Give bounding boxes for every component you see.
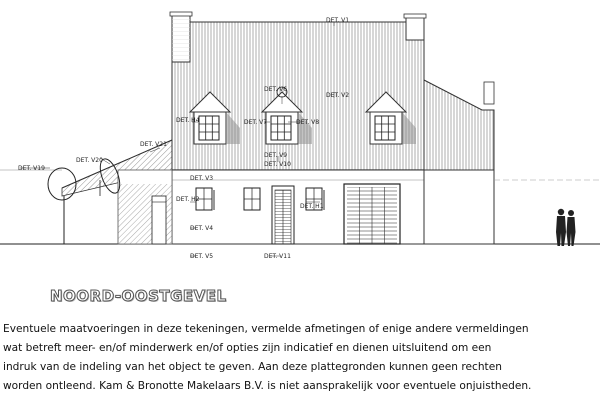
disclaimer-line-3: indruk van de indeling van het object te geven. Aan deze plattegronden kunnen geen rechten	[3, 361, 502, 373]
carport	[0, 140, 172, 244]
chimney-right	[404, 14, 426, 40]
label-det-v19: DET. V19	[18, 165, 45, 172]
label-det-v3: DET. V3	[190, 175, 214, 182]
label-det-v4: DET. V4	[190, 225, 214, 232]
label-det-v6: DET. V6	[264, 86, 288, 93]
label-det-v2: DET. V2	[326, 92, 350, 99]
label-det-h4	[176, 117, 200, 124]
label-det-v10: DET. V10	[264, 161, 291, 168]
label-det-v21: DET. V21	[140, 141, 167, 148]
label-det-h2: DET. H2	[176, 196, 200, 203]
chimney-left	[170, 12, 192, 62]
label-det-v1: DET. V1	[326, 17, 350, 24]
disclaimer-line-2: wat betreft meer- en/of minderwerk en/of opties zijn indicatief en dienen uitsluitend om een	[3, 342, 492, 354]
label-det-v11: DET. V11	[264, 253, 291, 260]
label-det-v20: DET. V20	[76, 157, 103, 164]
label-det-v8: DET. V8	[296, 119, 320, 126]
label-det-v9: DET. V9	[264, 152, 288, 159]
label-det-h4-text: DET. H4	[176, 117, 200, 124]
people-silhouettes	[556, 209, 576, 246]
label-det-v5: DET. V5	[190, 253, 214, 260]
disclaimer-line-1: Eventuele maatvoeringen in deze tekeningen, vermelde afmetingen of enige andere vermeldingen	[3, 323, 529, 335]
window-ground-mid	[244, 188, 260, 210]
label-det-v7: DET. V7	[244, 119, 268, 126]
front-door	[272, 186, 294, 244]
disclaimer	[3, 320, 599, 396]
label-det-h1: DET. H1	[300, 203, 324, 210]
facade-title: NOORD-OOSTGEVEL	[50, 287, 227, 305]
disclaimer-line-4: worden ontleend. Kam & Bronotte Makelaars B.V. is niet aansprakelijk voor eventuele onjuistheden.	[3, 380, 532, 392]
garage-door	[344, 184, 400, 244]
